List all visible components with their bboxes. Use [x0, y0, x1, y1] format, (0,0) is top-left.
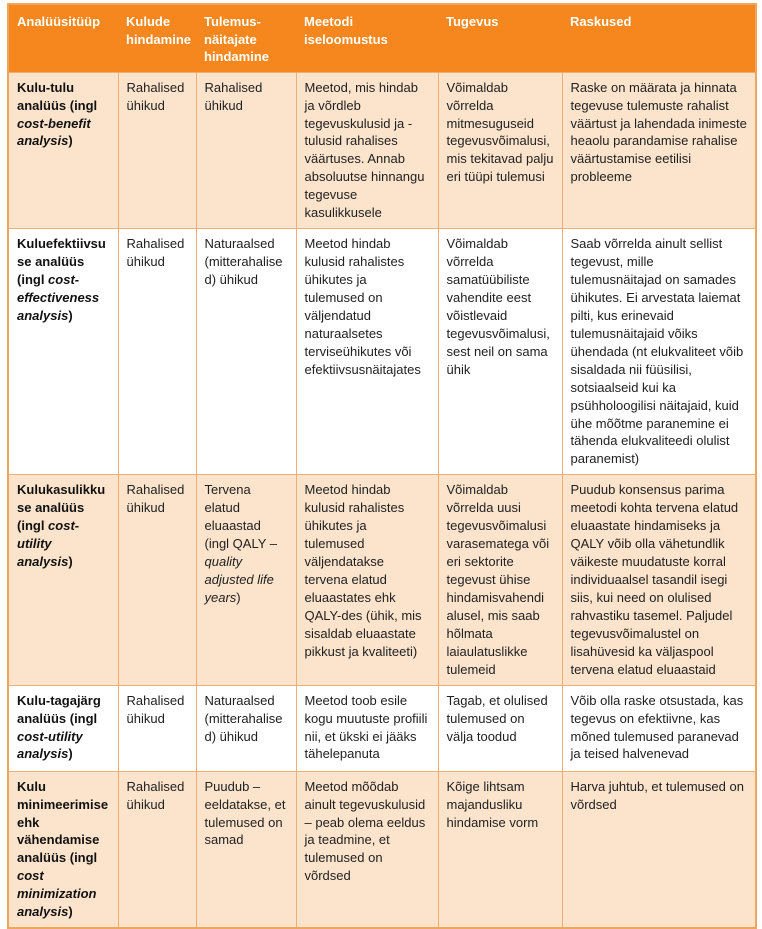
table-row: [8, 229, 756, 475]
cell-strength: Võimaldab võrrelda uusi tegevusvõimalusi varasematega või eri sektorite tegevust ühise hindamisvahendi alusel, mis saab hõlmata laiaulatuslikke tulemeid: [438, 475, 562, 685]
cell-method-description: Meetod toob esile kogu muutuste profiili nii, et ükski ei jääks tähelepanuta: [296, 685, 438, 771]
analysis-name-suffix: ): [68, 307, 73, 323]
cell-difficulties: Võib olla raske otsustada, kas tegevus on efektiivne, kas mõned tulemused paranevad ja teised halvenevad: [562, 685, 756, 771]
column-header-difficulties: Raskused: [562, 4, 756, 72]
cell-difficulties: Harva juhtub, et tulemused on võrdsed: [562, 771, 756, 928]
analysis-name-english: cost-benefit analysis: [17, 115, 91, 149]
table-row: [8, 771, 756, 928]
analysis-name-suffix: ): [68, 904, 73, 920]
cell-analysis-type: [8, 685, 118, 771]
cell-outcome-assessment: Puudub – eeldatakse, et tulemused on samad: [196, 771, 296, 928]
cell-strength: Võimaldab võrrelda mitmesuguseid tegevusvõimalusi, mis tekitavad palju eri tüüpi tulemusi: [438, 72, 562, 229]
cell-outcome-assessment: Tervena elatud eluaastad (ingl QALY – quality adjusted life years): [196, 475, 296, 685]
cell-cost-assessment: Rahalised ühikud: [118, 229, 196, 475]
cell-outcome-assessment: Naturaalsed (mitterahalised) ühikud: [196, 685, 296, 771]
analysis-name: Kulu minimeerimise ehk vähendamise analüüs (ingl: [17, 778, 109, 866]
analysis-name-english: cost-utility analysis: [17, 518, 80, 570]
cell-cost-assessment: Rahalised ühikud: [118, 72, 196, 229]
table-row: [8, 475, 756, 685]
analysis-name: Kuluefektiivsuse analüüs (ingl: [17, 236, 106, 288]
analysis-name: Kulu-tulu analüüs (ingl: [17, 79, 98, 113]
cell-method-description: Meetod hindab kulusid rahalistes ühikutes ja tulemused väljendatakse tervena elatud eluaastates ehk QALY-des (ühik, mis sisaldab eluaastate pikkust ja kvaliteeti): [296, 475, 438, 685]
cell-method-description: Meetod mõõdab ainult tegevuskulusid – peab olema eeldus ja teadmine, et tulemused on võrdsed: [296, 771, 438, 928]
table-row: [8, 685, 756, 771]
table-row: [8, 72, 756, 229]
cell-strength: Tagab, et olulised tulemused on välja toodud: [438, 685, 562, 771]
cell-analysis-type: [8, 72, 118, 229]
cell-method-description: Meetod hindab kulusid rahalistes ühikutes ja tulemused on väljendatud naturaalsetes terviseühikutes või efektiivsusnäitajates: [296, 229, 438, 475]
cell-outcome-assessment: Naturaalsed (mitterahalised) ühikud: [196, 229, 296, 475]
analysis-types-table: [7, 3, 757, 929]
cell-analysis-type: [8, 771, 118, 928]
analysis-name-english: cost minimization analysis: [17, 868, 97, 920]
cell-strength: Võimaldab võrrelda samatüübiliste vahendite eest võistlevaid tegevusvõimalusi, sest neil on sama ühik: [438, 229, 562, 475]
column-header-strength: Tugevus: [438, 4, 562, 72]
column-header-analysis-type: Analüüsitüüp: [8, 4, 118, 72]
cell-strength: Kõige lihtsam majandusliku hindamise vorm: [438, 771, 562, 928]
cell-analysis-type: [8, 229, 118, 475]
column-header-outcome-assessment: Tulemus-näitajate hindamine: [196, 4, 296, 72]
table-header-row: [8, 4, 756, 72]
analysis-name-suffix: ): [68, 554, 73, 570]
column-header-method-description: Meetodi iseloomustus: [296, 4, 438, 72]
analysis-name-suffix: ): [68, 133, 73, 149]
cell-method-description: Meetod, mis hindab ja võrdleb tegevuskulusid ja -tulusid rahalises väärtuses. Annab absoluutse hinnangu tegevuse kasulikkusele: [296, 72, 438, 229]
cell-cost-assessment: Rahalised ühikud: [118, 685, 196, 771]
cell-difficulties: Saab võrrelda ainult sellist tegevust, mille tulemusnäitajad on samades ühikutes. Ei arvestata laiemat pilti, kus erinevaid tulemusnäitajaid võiks ühendada (nt elukvaliteet võib sisaldada nii füüsilisi, sotsiaalseid kui ka psühholoogilisi näitajaid, kuid ühe mõõtme paranemine ei tähenda elukvaliteedi olulist paranemist): [562, 229, 756, 475]
analysis-name: Kulu-tagajärg analüüs (ingl: [17, 692, 101, 726]
cell-difficulties: Puudub konsensus parima meetodi kohta tervena elatud eluaastate hindamiseks ja QALY võib olla vähetundlik väikeste muudatuste korral individuaalsel tasandil isegi siis, kui need on olulised rahvastiku tasemel. Paljudel tegevusvõimalustel on lisahüvesid ka väljaspool tervena elatud eluaastaid: [562, 475, 756, 685]
cell-outcome-assessment: Rahalised ühikud: [196, 72, 296, 229]
cell-difficulties: Raske on määrata ja hinnata tegevuse tulemuste rahalist väärtust ja lahendada inimeste heaolu parandamise rahalise väärtustamise eetilisi probleeme: [562, 72, 756, 229]
cell-analysis-type: [8, 475, 118, 685]
cell-cost-assessment: Rahalised ühikud: [118, 475, 196, 685]
cell-cost-assessment: Rahalised ühikud: [118, 771, 196, 928]
analysis-name-english: cost-utility analysis: [17, 728, 83, 762]
analysis-name-english: cost-effectiveness analysis: [17, 272, 100, 323]
column-header-cost-assessment: Kulude hindamine: [118, 4, 196, 72]
analysis-name-suffix: ): [68, 746, 73, 762]
analysis-name: Kulukasulikkuse analüüs (ingl: [17, 482, 106, 534]
